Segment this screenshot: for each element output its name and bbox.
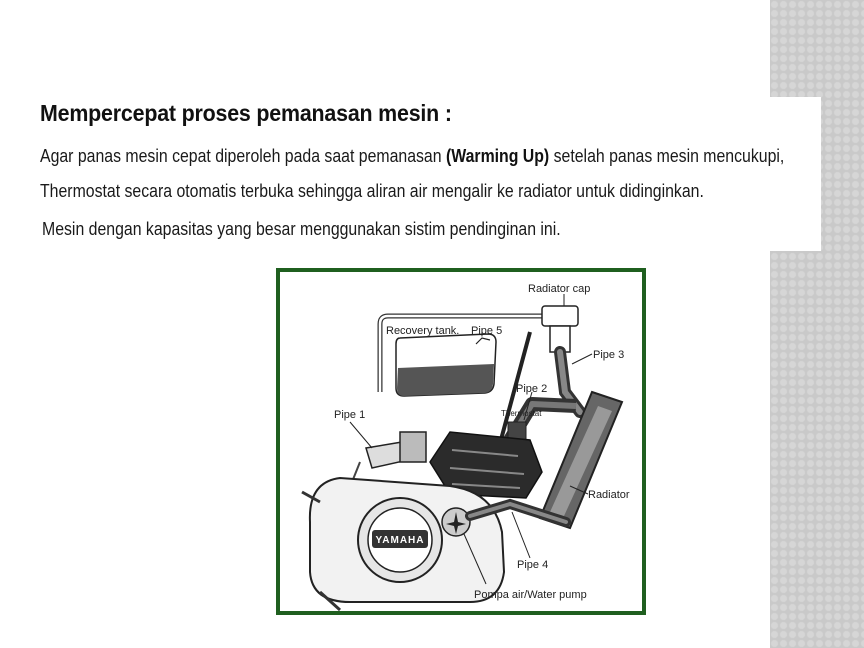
leader-pipe-3 — [572, 354, 592, 364]
label-pipe-1: Pipe 1 — [334, 409, 366, 421]
label-pipe-2: Pipe 2 — [516, 383, 548, 395]
paragraph1-tail: setelah panas mesin mencukupi, — [549, 146, 785, 166]
slide-title: Mempercepat proses pemanasan mesin : — [40, 100, 452, 126]
warming-up-term: (Warming Up) — [445, 146, 550, 166]
radiator-cap — [542, 306, 578, 326]
label-radiator-cap: Radiator cap — [528, 283, 591, 295]
engine-illustration — [280, 272, 642, 611]
brand-logo: YAMAHA — [375, 535, 425, 546]
label-radiator: Radiator — [588, 489, 630, 501]
label-recovery-tank: Recovery tank. — [386, 325, 460, 337]
cooling-system-diagram — [276, 268, 646, 615]
label-pipe-4: Pipe 4 — [517, 559, 549, 571]
label-pipe-3: Pipe 3 — [593, 349, 625, 361]
label-thermostat: Thermostat — [501, 409, 542, 418]
paragraph1-text: Agar panas mesin cepat diperoleh pada saat pemanasan — [40, 146, 446, 166]
recovery-tank-coolant — [397, 364, 494, 396]
paragraph-warming-up — [40, 146, 784, 167]
carburetor — [400, 432, 426, 462]
leader-pipe-1 — [350, 422, 372, 448]
label-pipe-5: Pipe 5 — [471, 325, 503, 337]
label-water-pump: Pompa air/Water pump — [474, 589, 587, 601]
leader-pipe-4 — [512, 512, 530, 558]
paragraph-capacity: Mesin dengan kapasitas yang besar menggunakan sistim pendinginan ini. — [42, 219, 561, 239]
paragraph-thermostat: Thermostat secara otomatis terbuka sehingga aliran air mengalir ke radiator untuk didinginkan. — [40, 181, 704, 201]
